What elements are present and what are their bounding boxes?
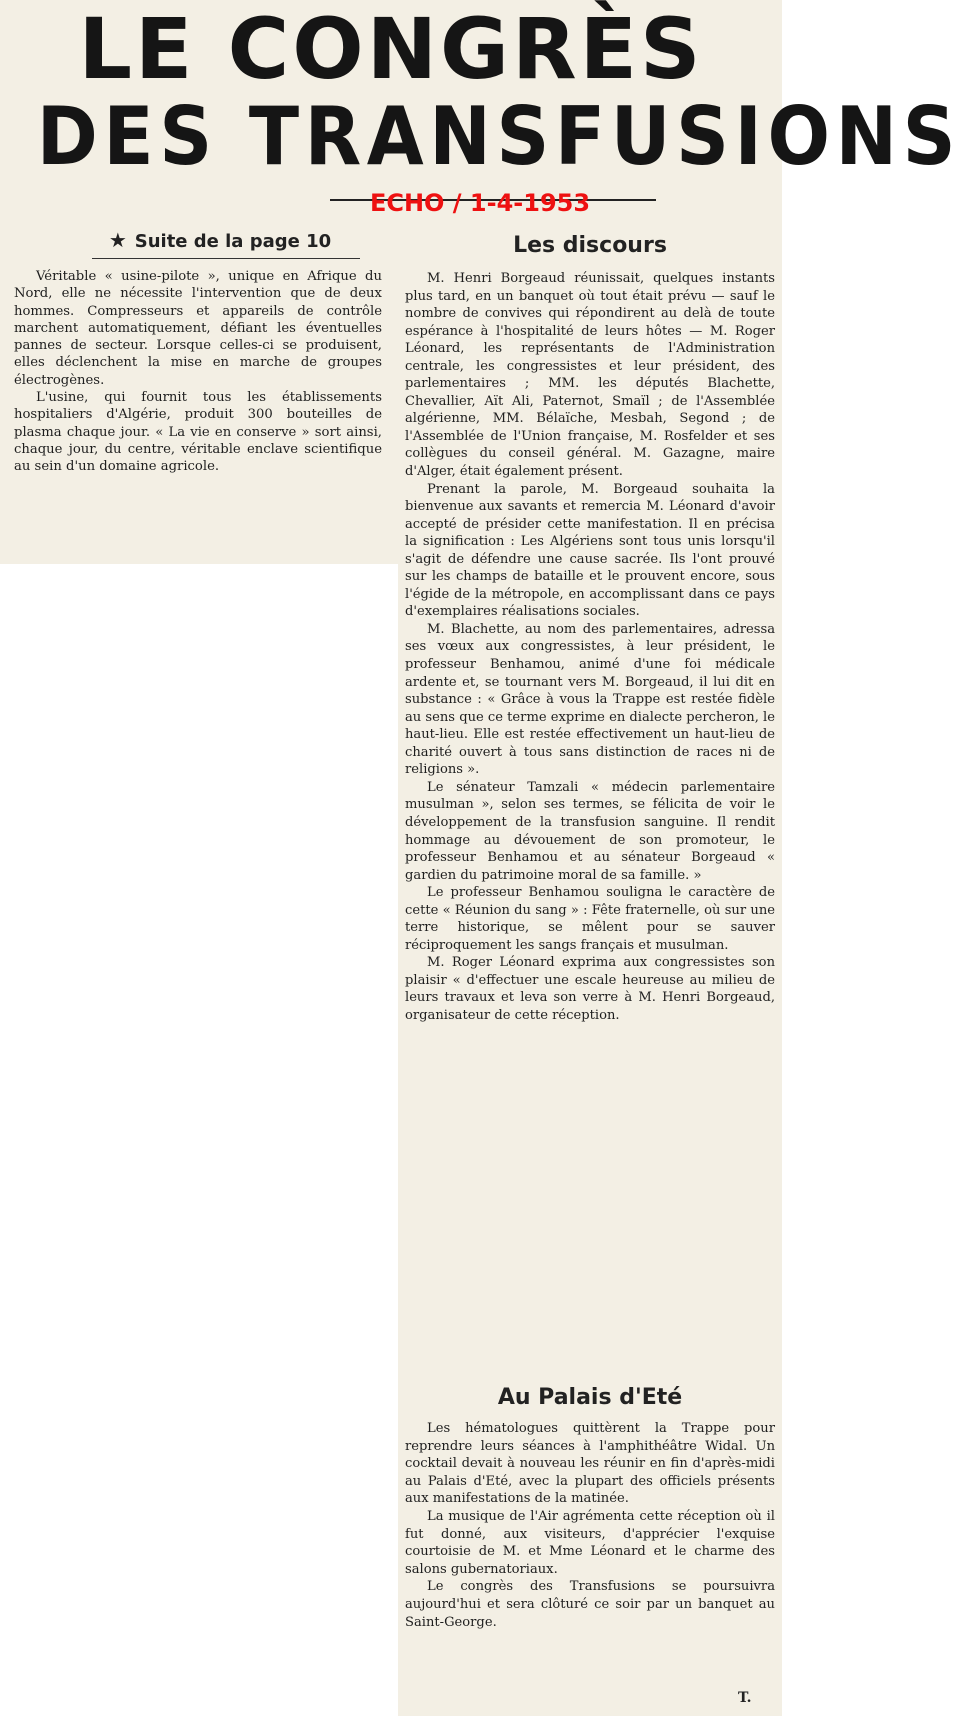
right-column-discours xyxy=(405,270,775,1025)
continuation-rule xyxy=(92,258,360,259)
star-icon: ★ xyxy=(108,228,127,252)
paragraph: Véritable « usine-pilote », unique en Afrique du Nord, elle ne nécessite l'intervention que de deux hommes. Compresseurs et appareils de contrôle marchent automatiquement, défiant les éventuelles pannes de secteur. Lorsque celles-ci se produisent, elles déclenchent la mise en marche de groupes électrogènes. xyxy=(14,269,382,388)
section-heading-discours: Les discours xyxy=(513,233,667,258)
paragraph: L'usine, qui fournit tous les établissements hospitaliers d'Algérie, produit 300 bouteilles de plasma chaque jour. « La vie en conserve » sort ainsi, chaque jour, du centre, véritable enclave scientifique au sein d'un domaine agricole. xyxy=(14,390,382,475)
paragraph: Le professeur Benhamou souligna le caractère de cette « Réunion du sang » : Fête fraternelle, où sur une terre historique, se mêlent pour se sauver réciproquement les sangs français et musulman. xyxy=(405,885,775,953)
paragraph: M. Roger Léonard exprima aux congressistes son plaisir « d'effectuer une escale heureuse au milieu de leurs travaux et leva son verre à M. Henri Borgeaud, organisateur de cette réception. xyxy=(405,955,775,1023)
paragraph: M. Blachette, au nom des parlementaires, adressa ses vœux aux congressistes, à leur président, le professeur Benhamou, animé d'une foi médicale ardente et, se tournant vers M. Borgeaud, il lui dit en substance : « Grâce à vous la Trappe est restée fidèle au sens que ce terme exprime en dialecte percheron, le haut-lieu. Elle est restée effectivement un haut-lieu de charité ouvert à tous sans distinction de races ni de religions ». xyxy=(405,621,775,778)
paragraph: M. Henri Borgeaud réunissait, quelques instants plus tard, en un banquet où tout était prévu — sauf le nombre de convives qui répondirent au delà de toute espérance à l'hospitalité de leurs hôtes — M. Roger Léonard, les représentants de l'Administration centrale, les congressistes et leur président, des parlementaires ; MM. les députés Blachette, Chevallier, Aït Ali, Paternot, Smaïl ; de l'Assemblée algérienne, MM. Bélaïche, Mesbah, Segond ; de l'Assemblée de l'Union française, M. Rosfelder et ses collègues du conseil général. M. Gazagne, maire d'Alger, était également présent. xyxy=(405,271,775,480)
continuation-heading xyxy=(80,228,360,254)
author-signature: T. xyxy=(738,1690,752,1706)
paragraph: Le congrès des Transfusions se poursuivra aujourd'hui et sera clôturé ce soir par un banquet au Saint-George. xyxy=(405,1579,775,1630)
continuation-label: Suite de la page 10 xyxy=(134,231,332,252)
section-heading-palais: Au Palais d'Eté xyxy=(497,1385,683,1410)
right-column-palais xyxy=(405,1420,775,1631)
paragraph: Les hématologues quittèrent la Trappe pour reprendre leurs séances à l'amphithéâtre Widal. Un cocktail devait à nouveau les réunir en fin d'après-midi au Palais d'Eté, avec la plupart des officiels présents aux manifestations de la matinée. xyxy=(405,1421,775,1507)
source-date-stamp: ECHO / 1-4-1953 xyxy=(369,189,591,217)
left-column xyxy=(14,268,382,476)
paragraph: Le sénateur Tamzali « médecin parlementaire musulman », selon ses termes, se félicita de voir le développement de la transfusion sanguine. Il rendit hommage au dévouement de son promoteur, le professeur Benhamou et au sénateur Borgeaud « gardien du patrimoine moral de sa famille. » xyxy=(405,779,775,883)
headline-line-2: DES TRANSFUSIONS xyxy=(36,90,961,183)
paragraph: La musique de l'Air agrémenta cette réception où il fut donné, aux visiteurs, d'apprécier l'exquise courtoisie de M. et Mme Léonard et le charme des salons gubernatoriaux. xyxy=(405,1508,775,1577)
headline-line-1: LE CONGRÈS xyxy=(78,0,704,98)
paragraph: Prenant la parole, M. Borgeaud souhaita la bienvenue aux savants et remercia M. Léonard d'avoir accepté de présider cette manifestation. Il en précisa la signification : Les Algériens sont tous unis lorsqu'il s'agit de défendre une cause sacrée. Ils l'ont prouvé sur les champs de bataille et le prouvent encore, sous l'égide de la métropole, en accomplissant dans ce pays d'exemplaires réalisations sociales. xyxy=(405,481,775,620)
